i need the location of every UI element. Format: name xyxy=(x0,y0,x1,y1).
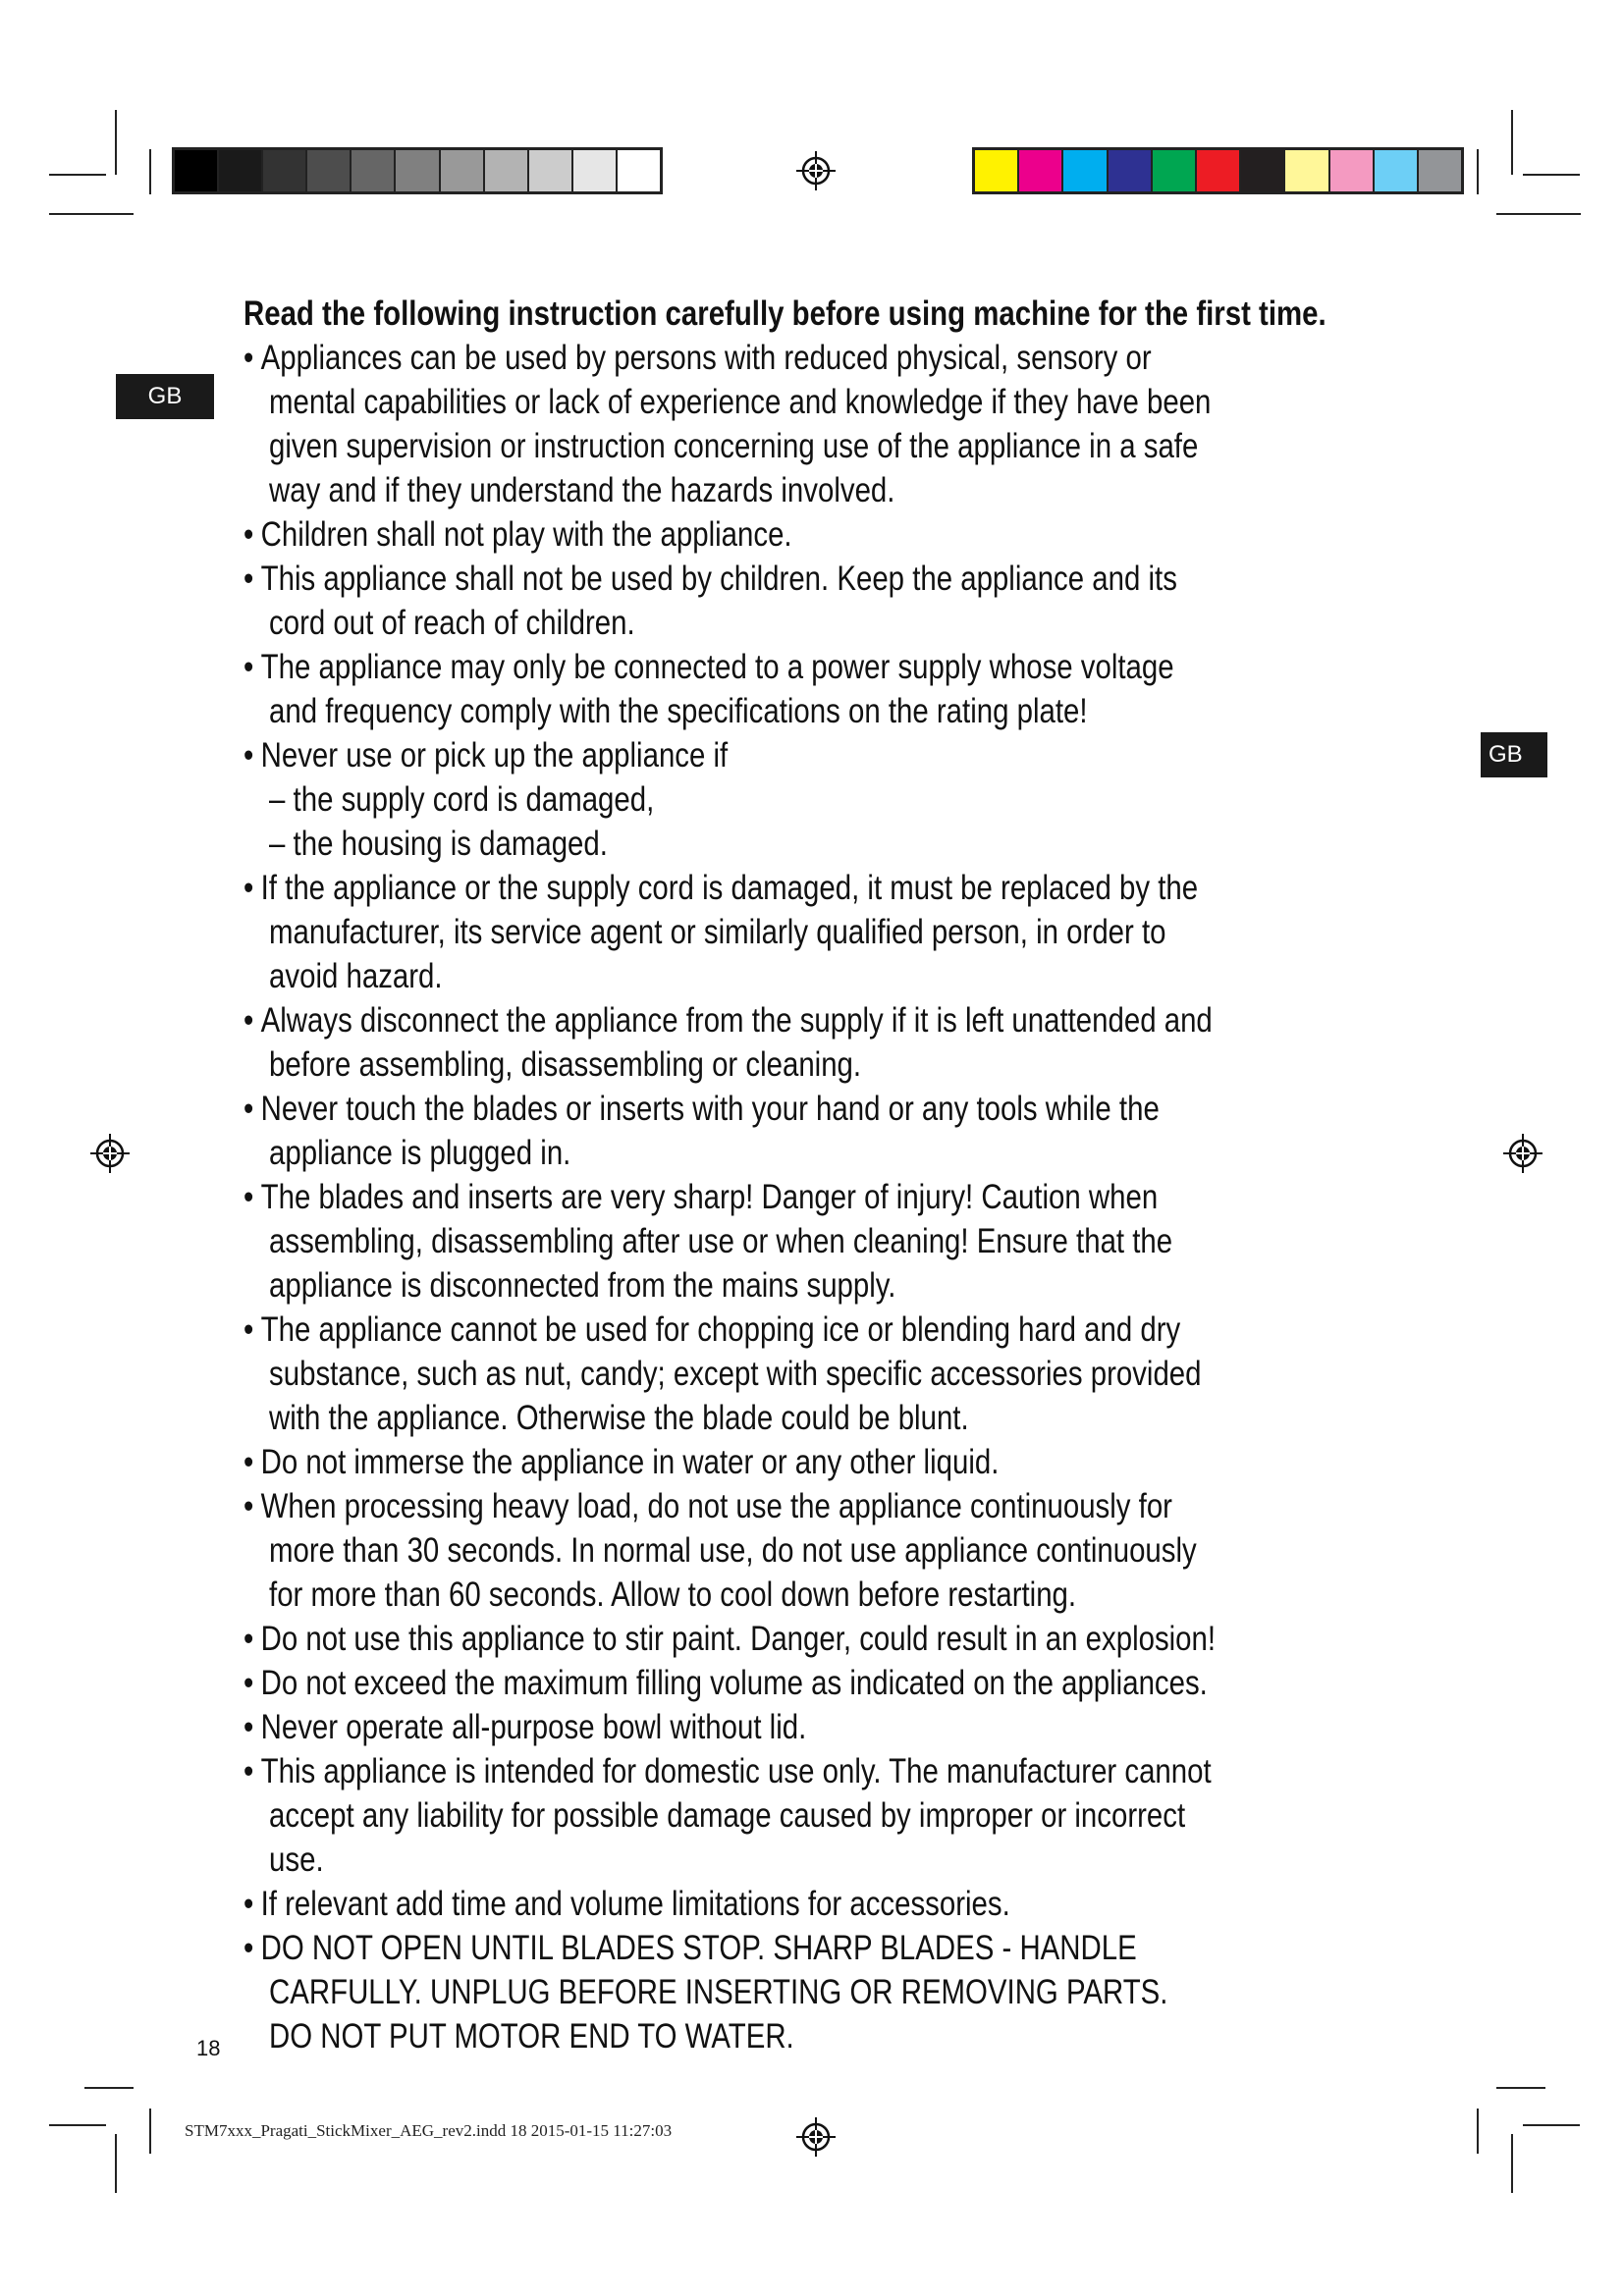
registration-mark-icon xyxy=(90,1134,130,1173)
color-swatch xyxy=(1151,150,1195,191)
instruction-text: The blades and inserts are very sharp! Danger of injury! Caution when assembling, disassembling after use or when cleaning! Ensure that the appliance is disconnected from the mains supply. xyxy=(260,1178,1173,1305)
instruction-item xyxy=(244,1705,1217,1749)
color-swatch xyxy=(1373,150,1417,191)
bullet-icon: • xyxy=(244,1929,254,1967)
instruction-item xyxy=(244,998,1217,1087)
bullet-icon: • xyxy=(244,1752,254,1790)
color-swatch xyxy=(217,150,261,191)
color-swatch xyxy=(571,150,616,191)
crop-mark xyxy=(1496,213,1581,215)
bullet-icon: • xyxy=(244,1620,254,1658)
instruction-text: Do not use this appliance to stir paint. Danger, could result in an explosion! xyxy=(260,1620,1217,1658)
color-swatch xyxy=(1061,150,1106,191)
instruction-content xyxy=(244,292,1326,2058)
color-swatch xyxy=(1107,150,1151,191)
bullet-icon: • xyxy=(244,339,254,377)
instruction-item xyxy=(244,1617,1217,1661)
color-swatch xyxy=(439,150,483,191)
crop-mark xyxy=(49,2124,106,2126)
language-tab-right: GB xyxy=(1481,732,1517,777)
instruction-item xyxy=(244,1749,1217,1882)
registration-mark-icon xyxy=(796,2117,836,2157)
crop-mark xyxy=(49,213,134,215)
instruction-item xyxy=(244,1440,1217,1484)
color-swatch xyxy=(175,150,217,191)
color-swatch xyxy=(1017,150,1061,191)
instruction-text: Always disconnect the appliance from the supply if it is left unattended and before assembling, disassembling or cleaning. xyxy=(260,1001,1213,1084)
color-swatch xyxy=(1239,150,1283,191)
crop-mark xyxy=(115,110,117,175)
crop-mark xyxy=(1477,2109,1479,2154)
instruction-text: Never use or pick up the appliance if xyxy=(260,736,729,774)
bullet-icon: • xyxy=(244,869,254,907)
language-tab-left: GB xyxy=(116,374,214,419)
gray-calibration-bar xyxy=(172,147,663,194)
instruction-text: Never operate all-purpose bowl without lid. xyxy=(260,1708,807,1746)
instruction-subitems xyxy=(261,777,1218,866)
instruction-subitem: – the housing is damaged. xyxy=(269,825,608,863)
color-swatch xyxy=(1195,150,1239,191)
color-swatch xyxy=(1283,150,1327,191)
instruction-item xyxy=(244,1484,1217,1617)
crop-mark xyxy=(1511,110,1513,175)
instruction-text: Do not exceed the maximum filling volume as indicated on the appliances. xyxy=(260,1664,1208,1702)
bullet-icon: • xyxy=(244,515,254,554)
crop-mark xyxy=(84,2087,134,2089)
registration-mark-icon xyxy=(796,151,836,190)
instruction-text: Do not immerse the appliance in water or any other liquid. xyxy=(260,1443,1000,1481)
bullet-icon: • xyxy=(244,1310,254,1349)
crop-mark xyxy=(49,174,106,176)
bullet-icon: • xyxy=(244,1487,254,1525)
instruction-item xyxy=(244,645,1217,733)
instruction-item xyxy=(244,1308,1217,1440)
instruction-text: When processing heavy load, do not use the appliance continuously for more than 30 seconds. In normal use, do not use appliance continuously for more than 60 seconds. Allow to cool down before restarting. xyxy=(260,1487,1197,1614)
crop-mark xyxy=(149,149,151,194)
color-swatch xyxy=(394,150,438,191)
page-number: 18 xyxy=(196,2036,221,2060)
bullet-icon: • xyxy=(244,736,254,774)
instruction-item xyxy=(244,733,1217,866)
color-swatch xyxy=(975,150,1017,191)
color-swatch xyxy=(483,150,527,191)
registration-mark-icon xyxy=(1503,1134,1543,1173)
crop-mark xyxy=(115,2134,117,2193)
instruction-item xyxy=(244,1926,1217,2058)
bullet-icon: • xyxy=(244,1443,254,1481)
crop-mark xyxy=(1477,149,1479,194)
color-swatch xyxy=(350,150,394,191)
instruction-text: The appliance may only be connected to a power supply whose voltage and frequency comply with the specifications on the rating plate! xyxy=(260,648,1174,730)
crop-mark xyxy=(1496,2087,1545,2089)
bullet-icon: • xyxy=(244,1090,254,1128)
color-swatch xyxy=(261,150,305,191)
bullet-icon: • xyxy=(244,1001,254,1040)
bullet-icon: • xyxy=(244,1664,254,1702)
instruction-item xyxy=(244,336,1217,512)
crop-mark xyxy=(1511,2134,1513,2193)
bullet-icon: • xyxy=(244,560,254,598)
instruction-item xyxy=(244,866,1217,998)
crop-mark xyxy=(1523,2124,1580,2126)
bullet-icon: • xyxy=(244,1708,254,1746)
instruction-item xyxy=(244,1661,1217,1705)
crop-mark xyxy=(149,2109,151,2154)
color-calibration-bar xyxy=(972,147,1464,194)
instruction-subitem: – the supply cord is damaged, xyxy=(269,780,655,819)
instruction-text: This appliance shall not be used by children. Keep the appliance and its cord out of reach of children. xyxy=(260,560,1177,642)
print-slug: STM7xxx_Pragati_StickMixer_AEG_rev2.indd 18 2015-01-15 11:27:03 xyxy=(185,2121,673,2140)
instruction-item xyxy=(244,557,1217,645)
page-heading: Read the following instruction carefully before using machine for the first time. xyxy=(244,294,1326,333)
instruction-item xyxy=(244,1087,1217,1175)
color-swatch xyxy=(527,150,571,191)
bullet-icon: • xyxy=(244,1885,254,1923)
instruction-item xyxy=(244,1882,1217,1926)
instruction-text: Never touch the blades or inserts with your hand or any tools while the appliance is plugged in. xyxy=(260,1090,1160,1172)
color-swatch xyxy=(1417,150,1461,191)
instruction-text: The appliance cannot be used for chopping ice or blending hard and dry substance, such as nut, candy; except with specific accessories provided with the appliance. Otherwise the blade could be blunt. xyxy=(260,1310,1202,1437)
instruction-text: If the appliance or the supply cord is damaged, it must be replaced by the manufacturer, its service agent or similarly qualified person, in order to avoid hazard. xyxy=(260,869,1199,995)
instruction-item xyxy=(244,512,1217,557)
instruction-text: Children shall not play with the appliance. xyxy=(260,515,792,554)
instruction-text: If relevant add time and volume limitations for accessories. xyxy=(260,1885,1010,1923)
color-swatch xyxy=(1328,150,1373,191)
color-swatch xyxy=(616,150,660,191)
instruction-text: DO NOT OPEN UNTIL BLADES STOP. SHARP BLADES - HANDLE CARFULLY. UNPLUG BEFORE INSERTING OR REMOVING PARTS. DO NOT PUT MOTOR END TO WATER. xyxy=(260,1929,1168,2056)
crop-mark xyxy=(1523,174,1580,176)
instruction-text: Appliances can be used by persons with reduced physical, sensory or mental capabilities or lack of experience and knowledge if they have been given supervision or instruction concerning use of the appliance in a safe way and if they understand the hazards involved. xyxy=(260,339,1212,509)
color-swatch xyxy=(305,150,350,191)
instruction-text: This appliance is intended for domestic use only. The manufacturer cannot accept any liability for possible damage caused by improper or incorrect use. xyxy=(260,1752,1212,1879)
bullet-icon: • xyxy=(244,648,254,686)
instruction-item xyxy=(244,1175,1217,1308)
instruction-list xyxy=(244,336,1217,2058)
bullet-icon: • xyxy=(244,1178,254,1216)
